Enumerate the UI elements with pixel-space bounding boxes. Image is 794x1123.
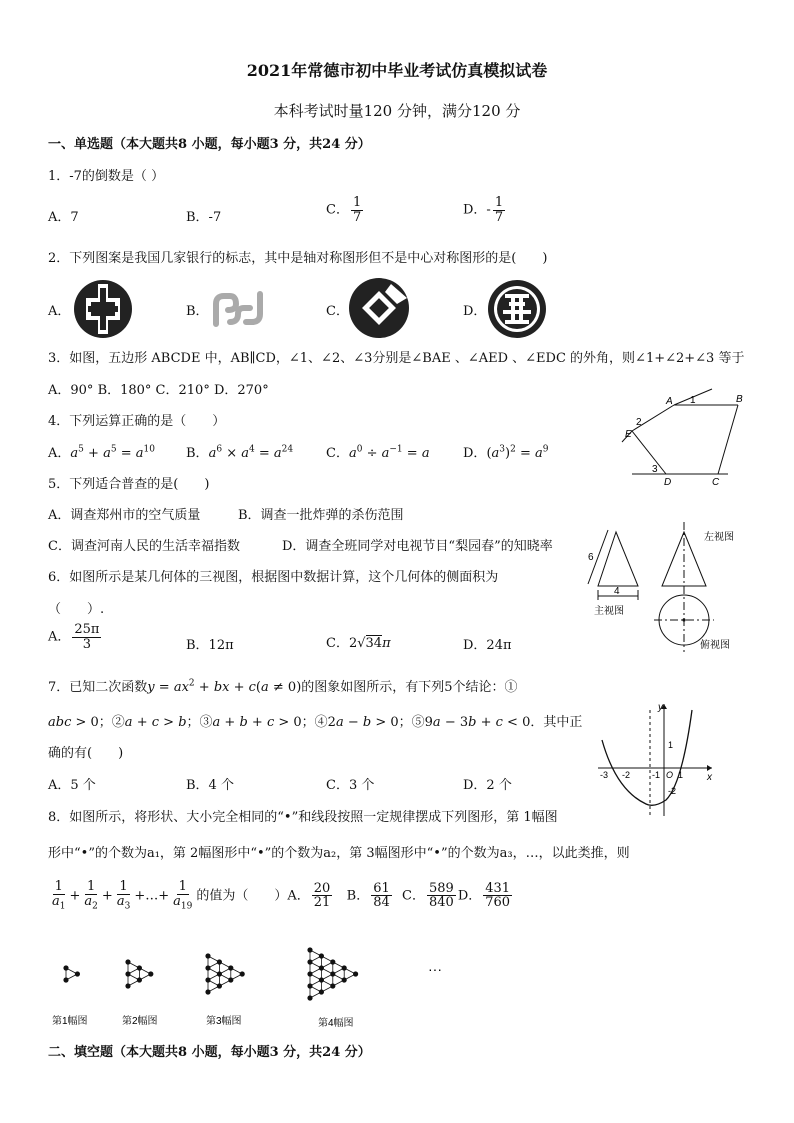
q1-option-a: A．7 (48, 210, 79, 225)
q7-tick-y1: 1 (668, 740, 674, 750)
term-19: $\frac{1}{a_{19}}$ (173, 879, 193, 912)
pattern-4-dot (307, 983, 312, 988)
pattern-3-dot (205, 989, 210, 994)
pattern-4-dot (307, 959, 312, 964)
q6-option-c-pi: π (382, 636, 391, 651)
q7-tick-xm1: -1 (652, 770, 661, 780)
q8-option-b-fraction (371, 882, 392, 910)
pattern-2-dot (137, 977, 142, 982)
q6-option-a-label: A． (48, 629, 71, 645)
pattern-3-dot (217, 971, 222, 976)
q6-option-b: B．12π (186, 638, 234, 653)
q6-label-base: 4 (614, 586, 620, 597)
q8-caption-1: 第1幅图 (52, 1016, 88, 1027)
pattern-4-dot (330, 971, 335, 976)
frac-den: 760 (485, 895, 511, 911)
pattern-4-dot (307, 971, 312, 976)
q8-dot-patterns-figure (48, 938, 468, 1034)
pattern-4-dot (319, 977, 324, 982)
q8-option-d-label: D． (457, 888, 482, 904)
q6-option-c-radicand: 34 (365, 636, 383, 651)
q7-line2-end: ．其中正 (530, 715, 583, 730)
q3-label-1: 1 (690, 395, 696, 406)
frac-den: 7 (494, 209, 504, 225)
q3-label-e: E (625, 429, 632, 440)
pattern-2-dot (125, 983, 130, 988)
q1-option-d (463, 196, 507, 224)
q1-option-b: B．-7 (186, 210, 222, 225)
term-2: $\frac{1}{a_2}$ (84, 879, 98, 912)
q7-stem-line3: 确的有( ) (48, 746, 124, 761)
q6-label-slant: 6 (588, 552, 594, 563)
q1-option-c-fraction (351, 196, 363, 224)
frac-num: 61 (373, 880, 390, 896)
exam-title: 2021年常德市初中毕业考试仿真模拟试卷 (246, 61, 548, 80)
q7-conclusions: abc > 0；②a + c > b；③a + b + c > 0；④2a − b > 0；⑤9a − 3b + c < 0．其中正 (48, 715, 583, 730)
pattern-2-dot (125, 959, 130, 964)
q3-stem: 3．如图，五边形 ABCDE 中，AB∥CD，∠1、∠2、∠3分别是∠BAE 、∠AED 、∠EDC 的外角，则∠1+∠2+∠3 等于 (48, 351, 745, 366)
q8-option-c-fraction (427, 882, 456, 910)
q4-option-c-label: C． (326, 446, 349, 461)
q4-option-d-label: D． (463, 446, 487, 461)
q6-label-top: 俯视图 (700, 640, 730, 651)
pattern-2-dot (137, 965, 142, 970)
q8-caption-2: 第2幅图 (122, 1016, 158, 1027)
q6-three-views-figure (584, 522, 774, 654)
pattern-4-dot (342, 965, 347, 970)
q6-option-c-label: C． (326, 636, 349, 651)
pattern-4-dot (330, 983, 335, 988)
pattern-3-dot (240, 971, 245, 976)
q7-parabola-figure (594, 700, 724, 820)
q3-label-b: B (736, 394, 743, 405)
q8-option-b-label: B． (346, 888, 370, 904)
pattern-4-dot (330, 959, 335, 964)
exam-subtitle: 本科考试时量120 分钟，满分120 分 (273, 102, 521, 120)
pattern-1-dot (63, 977, 68, 982)
q8-expression: $\frac{1}{a_1}$ + $\frac{1}{a_2}$ + $\frac{1}{a_3}$ +…+ $\frac{1}{a_{19}}$ 的值为（ ）A． $\frac{20}{21}$ B． $\frac{61}{84}$ C． $\frac{589}{840}$ D． $\frac{431}{760}$ (52, 879, 511, 912)
frac-num: 25π (74, 622, 100, 637)
term-3: $\frac{1}{a_3}$ (116, 879, 131, 912)
pattern-3-dot (228, 965, 233, 970)
q3-label-c: C (712, 477, 720, 488)
frac-num: 1 (494, 195, 504, 210)
pattern-1-dot (63, 965, 68, 970)
q4-option-d: D．$(a^3)^2 = a^9$ (463, 444, 549, 461)
bank-logo-b-icon (210, 290, 266, 328)
q7-tick-xm3: -3 (600, 770, 609, 780)
pattern-2-dot (125, 971, 130, 976)
q8-option-c-label: C． (402, 888, 425, 904)
pattern-3-dot (228, 977, 233, 982)
pattern-4-dot (307, 947, 312, 952)
q4-stem: 4．下列运算正确的是（ ） (48, 414, 226, 429)
q8-line2: 形中“•”的个数为a₁，第 2幅图形中“•”的个数为a₂，第 3幅图形中“•”的个数为a₃，…，以此类推，则 (48, 846, 630, 861)
q5-stem: 5．下列适合普查的是( ) (48, 477, 210, 492)
q3-label-a: A (666, 396, 673, 407)
frac-num: 20 (313, 880, 331, 896)
q3-pentagon-figure (608, 385, 778, 490)
frac-num: 589 (429, 880, 454, 896)
q1-option-d-label: D．- (463, 202, 491, 218)
section-2-heading: 二、填空题（本大题共8 小题，每小题3 分，共24 分） (48, 1045, 371, 1060)
q6-option-a (48, 623, 103, 651)
q2-option-d: D． (463, 304, 487, 319)
frac-den: 840 (429, 895, 454, 911)
q5-option-c: C．调查河南人民的生活幸福指数 (48, 539, 240, 554)
q5-option-d: D．调查全班同学对电视节目“梨园春”的知晓率 (282, 539, 553, 554)
q7-tick-xm2: -2 (622, 770, 631, 780)
q7-tick-ym2: -2 (668, 786, 677, 796)
frac-den: 7 (352, 209, 362, 225)
q8-option-a-fraction (312, 882, 333, 910)
q7-option-b: B．4 个 (186, 778, 234, 793)
q4-option-b-label: B． (186, 446, 209, 461)
q7-option-c: C．3 个 (326, 778, 375, 793)
pattern-4-dot (307, 995, 312, 1000)
pattern-3-dot (205, 977, 210, 982)
bank-logo-c-icon (347, 276, 411, 340)
frac-den: 3 (82, 636, 92, 652)
pattern-1-dot (75, 971, 80, 976)
q8-line1: 8．如图所示，将形状、大小完全相同的“•”和线段按照一定规律摆成下列图形，第 1幅图 (48, 810, 558, 825)
q6-option-c: C．2√34π (326, 636, 391, 651)
q6-blank: （ ）. (48, 602, 105, 617)
q7-option-a: A．5 个 (48, 778, 96, 793)
pattern-3-dot (205, 953, 210, 958)
q3-label-d: D (664, 477, 672, 488)
q3-label-2: 2 (636, 417, 642, 428)
bank-logo-a-icon (72, 278, 134, 340)
q7-axis-x: x (707, 772, 712, 783)
q7-stem: 7．已知二次函数$y = ax^2$ + bx + c(a ≠ 0)的图象如图所示，有下列5个结论：① (48, 678, 518, 695)
bank-logo-d-icon (486, 278, 548, 340)
q6-label-left: 左视图 (704, 532, 734, 543)
q2-option-b: B． (186, 304, 209, 319)
q2-stem: 2．下列图案是我国几家银行的标志，其中是轴对称图形但不是中心对称图形的是( ) (48, 251, 548, 266)
q2-option-a: A． (48, 304, 71, 319)
q8-caption-3: 第3幅图 (206, 1016, 242, 1027)
term-1: $\frac{1}{a_1}$ (52, 879, 66, 912)
q8-option-d-fraction (483, 882, 512, 910)
pattern-4-dot (319, 989, 324, 994)
pattern-3-dot (217, 959, 222, 964)
q8-caption-4: 第4幅图 (318, 1018, 354, 1029)
q6-option-a-fraction (72, 623, 101, 651)
frac-den: 84 (373, 895, 390, 911)
q1-stem: 1．-7的倒数是（ ） (48, 169, 165, 184)
q2-option-c: C． (326, 304, 349, 319)
q7-origin: O (666, 770, 674, 780)
q1-option-d-fraction (493, 196, 505, 224)
section-1-heading: 一、单选题（本大题共8 小题，每小题3 分，共24 分） (48, 137, 371, 152)
q6-option-c-coef: 2 (348, 636, 358, 651)
q4-option-a: A．$a^5 + a^5 = a^{10}$ (48, 444, 155, 461)
q6-stem: 6．如图所示是某几何体的三视图，根据图中数据计算，这个几何体的侧面积为 (48, 570, 499, 585)
pattern-4-dot (319, 953, 324, 958)
q4-option-c: C．$a^0 \div a^{-1} = a$ (326, 444, 430, 461)
pattern-4-dot (319, 965, 324, 970)
q7-option-d: D．2 个 (463, 778, 512, 793)
q4-option-b: B．$a^6 \times a^4 = a^{24}$ (186, 444, 294, 461)
q7-stem-post: 的图象如图所示，有下列5个结论：① (301, 680, 518, 695)
q8-ellipsis: ··· (428, 961, 442, 977)
frac-num: 431 (485, 880, 511, 896)
frac-num: 1 (352, 195, 362, 210)
q6-option-d: D．24π (463, 638, 512, 653)
q7-tick-x1: 1 (678, 770, 684, 780)
pattern-4-dot (342, 977, 347, 982)
q3-options: A．90° B．180° C．210° D．270° (48, 383, 269, 398)
q4-option-a-label: A． (48, 446, 71, 461)
q1-option-c (326, 196, 365, 224)
q5-option-a: A．调查郑州市的空气质量 (48, 508, 201, 523)
pattern-4-dot (353, 971, 358, 976)
pattern-2-dot (148, 971, 153, 976)
q1-option-c-label: C． (326, 202, 349, 218)
q3-label-3: 3 (652, 464, 658, 475)
q8-value-text: 的值为（ ）A． (196, 888, 310, 904)
pattern-3-dot (205, 965, 210, 970)
pattern-3-dot (217, 983, 222, 988)
q7-stem-pre: 7．已知二次函数 (48, 680, 148, 695)
q6-label-front: 主视图 (594, 606, 624, 617)
q5-option-b: B．调查一批炸弹的杀伤范围 (238, 508, 404, 523)
frac-den: 21 (313, 895, 331, 911)
q7-axis-y: y (658, 702, 663, 713)
